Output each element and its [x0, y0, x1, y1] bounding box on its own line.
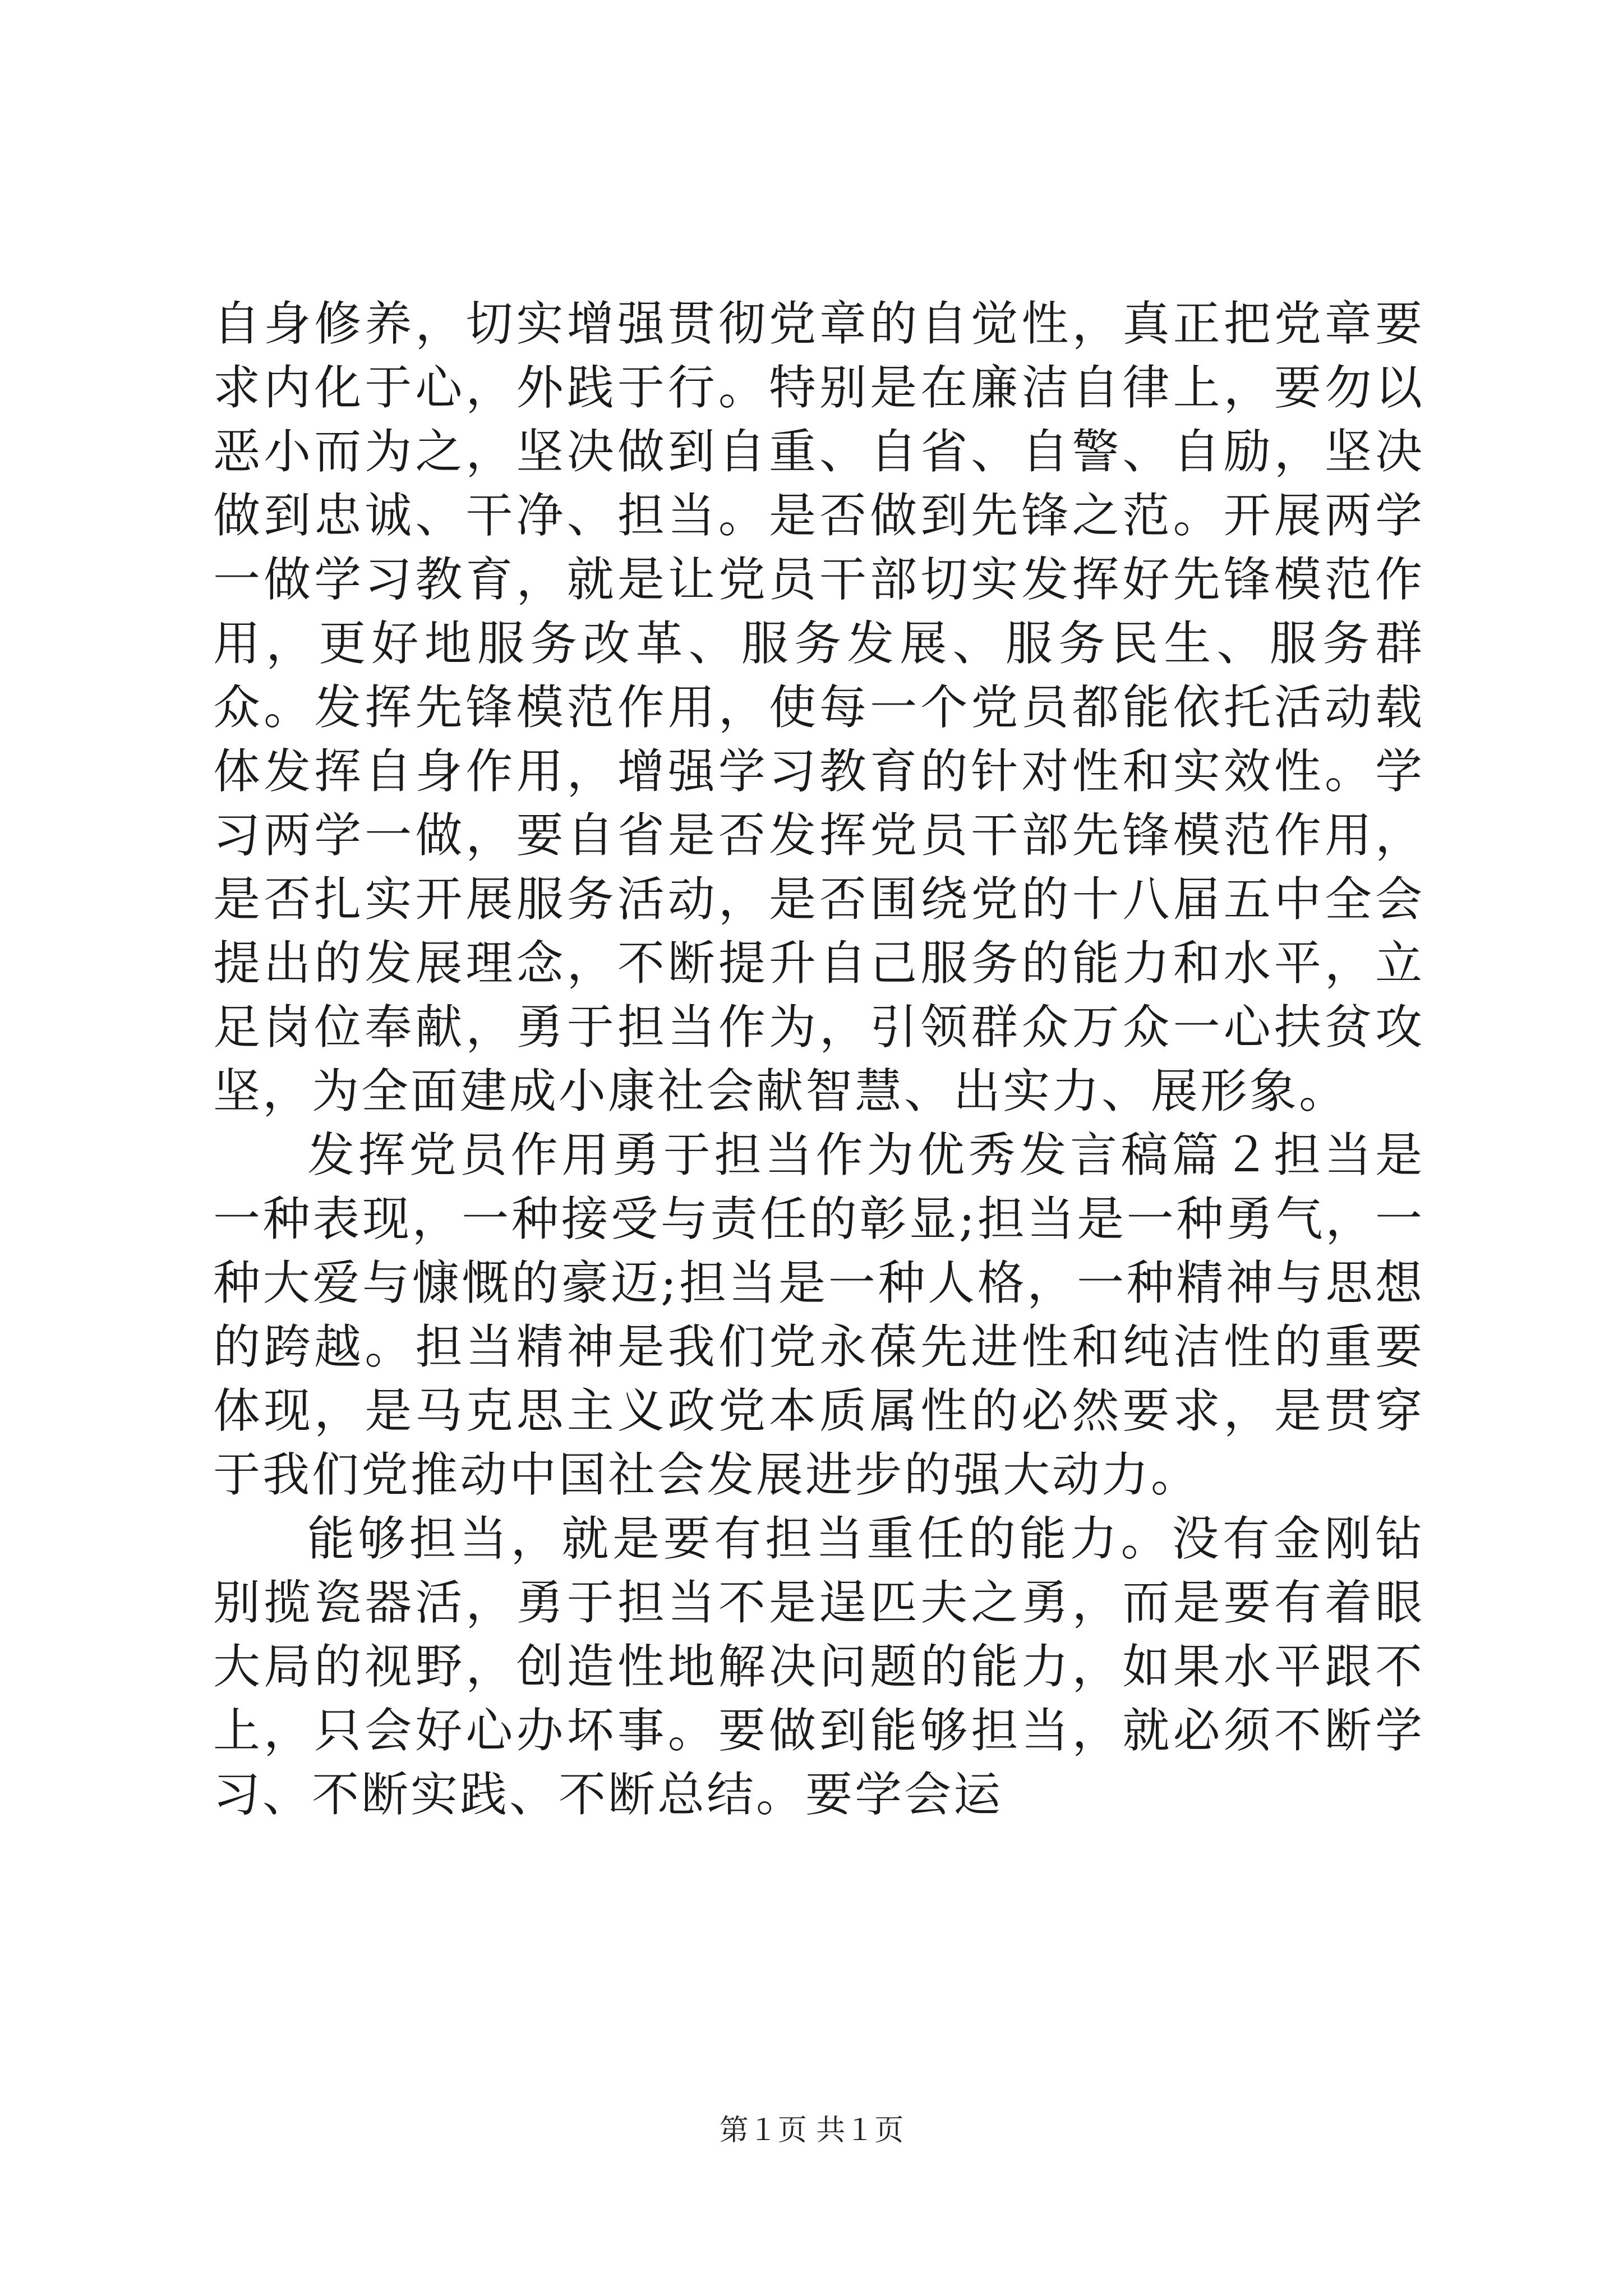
paragraph-3: 能够担当，就是要有担当重任的能力。没有金刚钻别揽瓷器活，勇于担当不是逞匹夫之勇，而是要有着眼大局的视野，创造性地解决问题的能力，如果水平跟不上，只会好心办坏事。要做到能够担当，就必须不断学习、不断实践、不断总结。要学会运: [213, 1511, 1424, 1822]
page-footer: 第１页 共１页: [719, 2114, 904, 2147]
paragraph-1: 自身修养，切实增强贯彻党章的自觉性，真正把党章要求内化于心，外践于行。特别是在廉洁自律上，要勿以恶小而为之，坚决做到自重、自省、自警、自励，坚决做到忠诚、干净、担当。是否做到先锋之范。开展两学一做学习教育，就是让党员干部切实发挥好先锋模范作用，更好地服务改革、服务发展、服务民生、服务群众。发挥先锋模范作用，使每一个党员都能依托活动载体发挥自身作用，增强学习教育的针对性和实效性。学习两学一做，要自省是否发挥党员干部先锋模范作用，是否扎实开展服务活动，是否围绕党的十八届五中全会提出的发展理念，不断提升自己服务的能力和水平，立足岗位奉献，勇于担当作为，引领群众万众一心扶贫攻坚，为全面建成小康社会献智慧、出实力、展形象。: [213, 296, 1424, 1119]
document-body: [213, 292, 1424, 1826]
paragraph-2: 发挥党员作用勇于担当作为优秀发言稿篇２担当是一种表现，一种接受与责任的彰显;担当是一种勇气，一种大爱与慷慨的豪迈;担当是一种人格，一种精神与思想的跨越。担当精神是我们党永葆先进性和纯洁性的重要体现，是马克思主义政党本质属性的必然要求，是贯穿于我们党推动中国社会发展进步的强大动力。: [213, 1128, 1424, 1502]
